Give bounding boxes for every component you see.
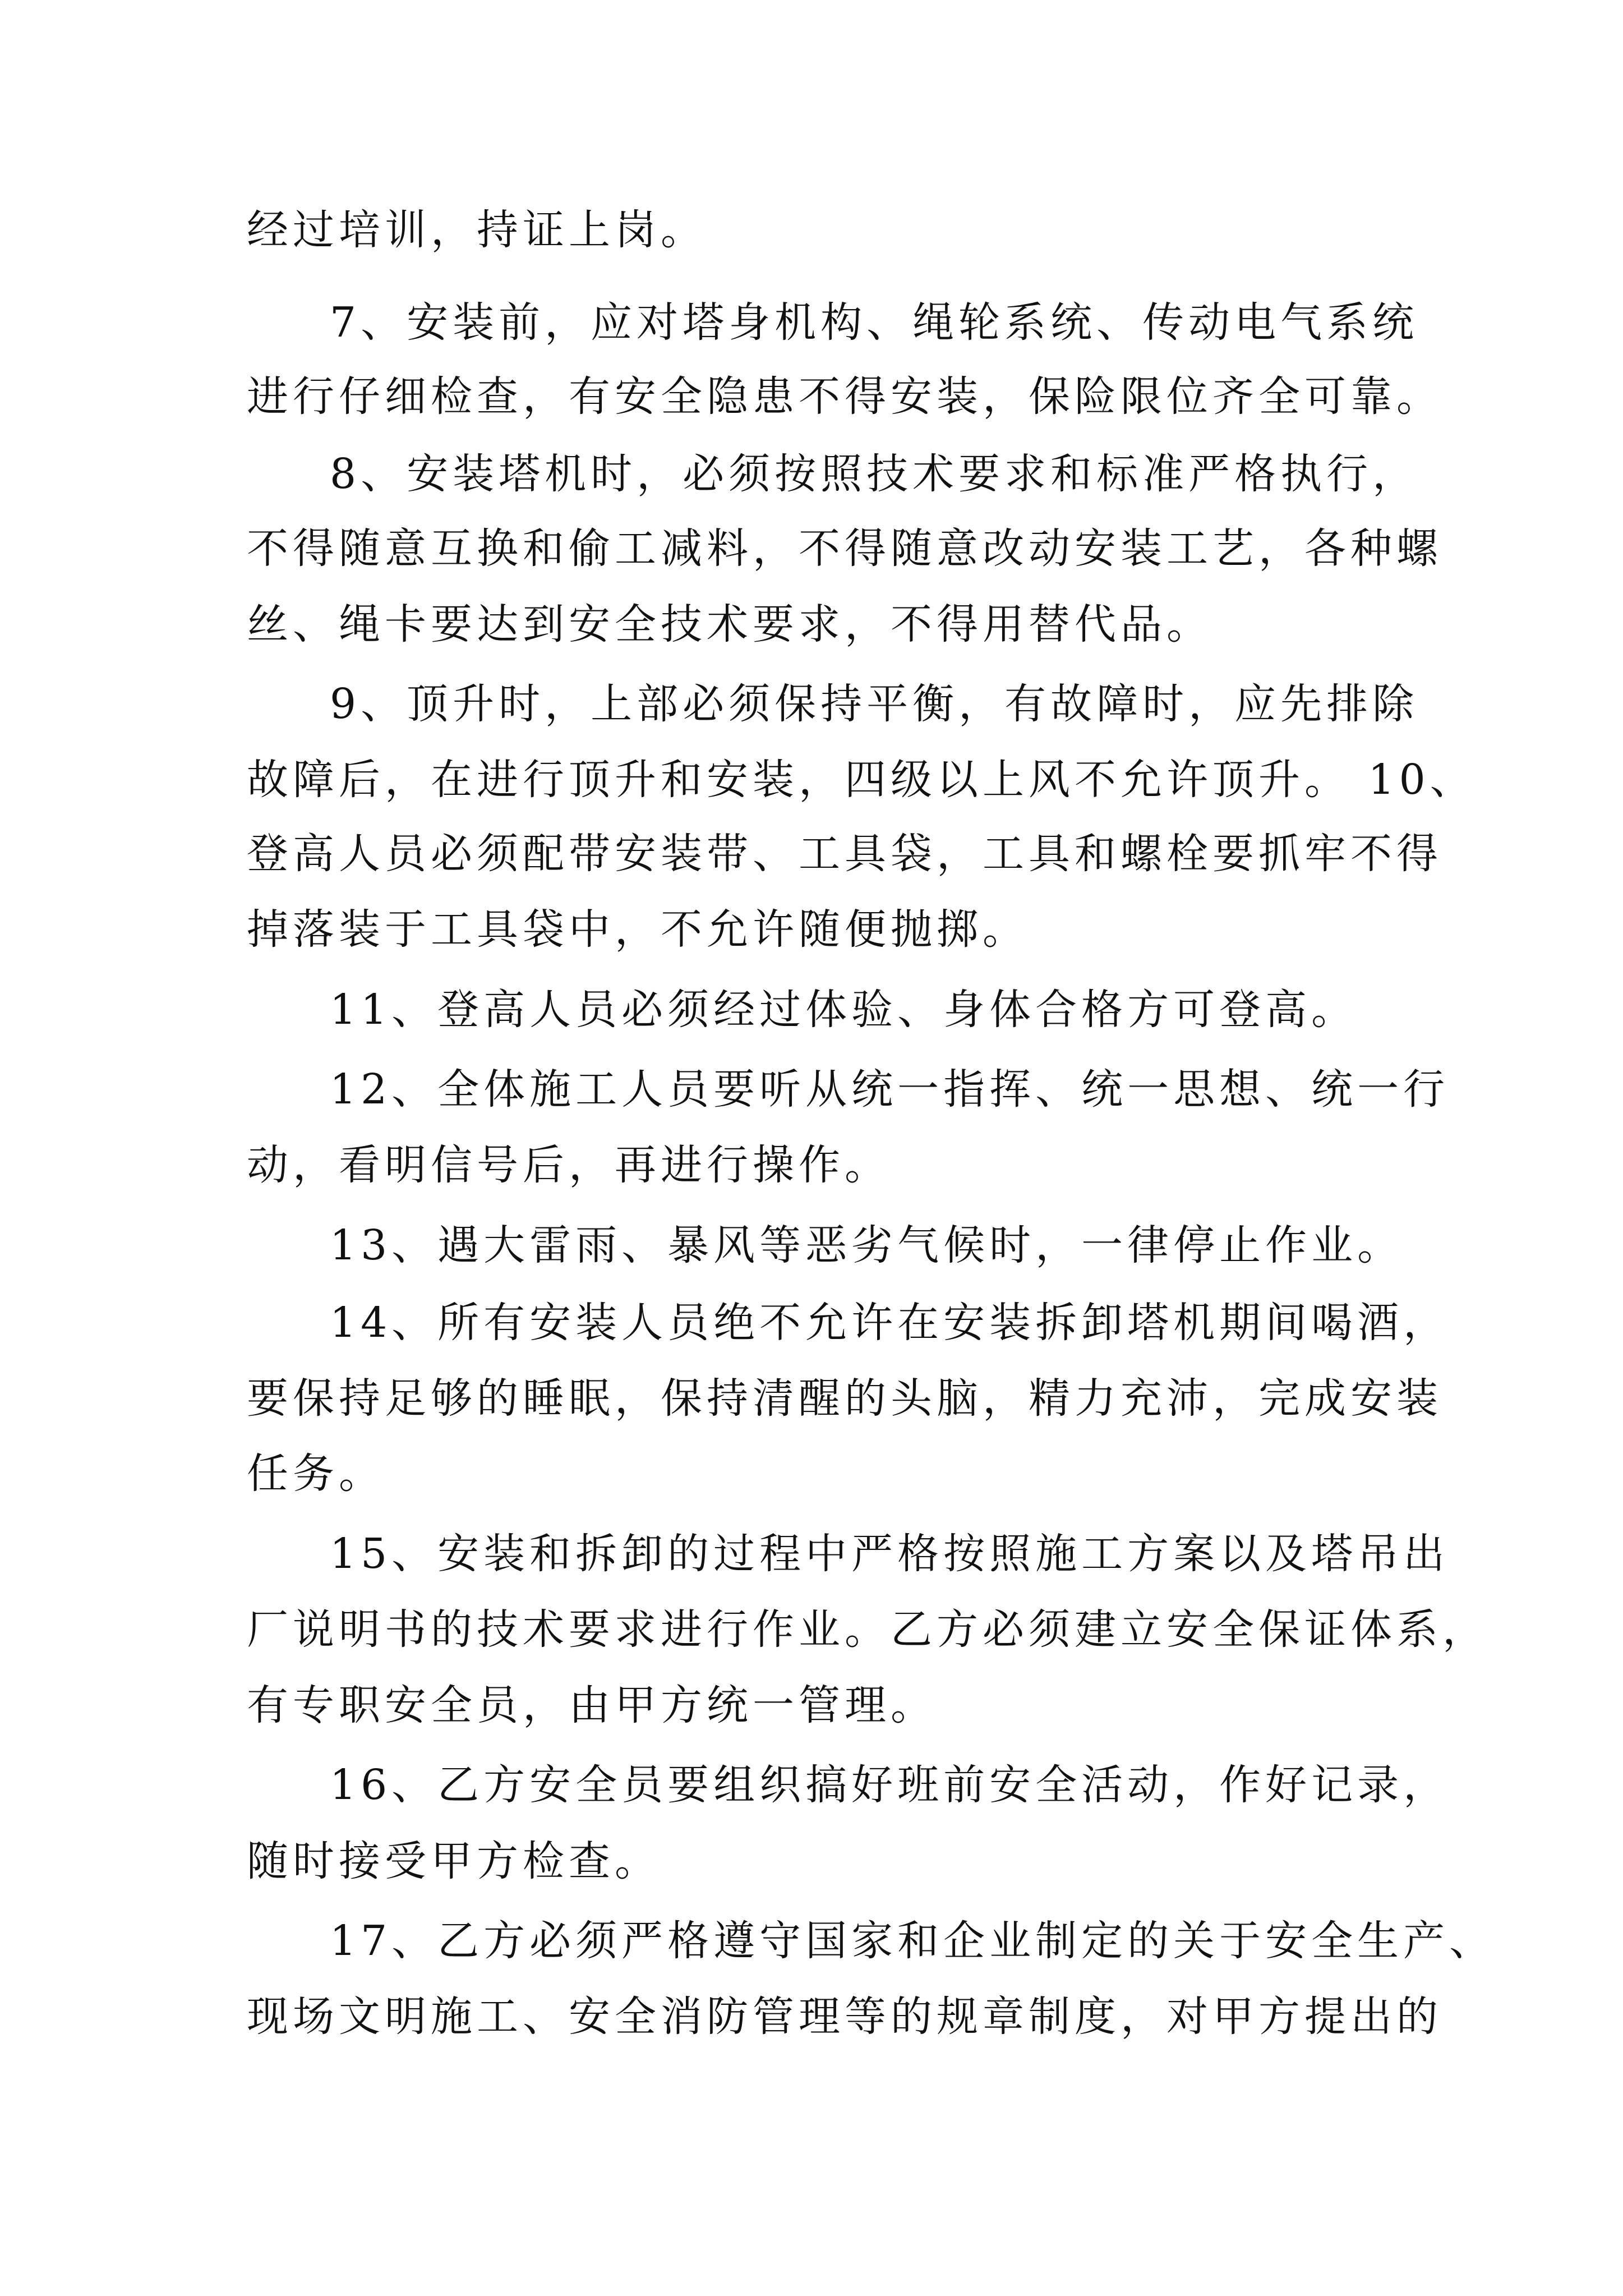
- text-line-22: 随时接受甲方检查。: [247, 1837, 661, 1885]
- text-line-9: 登高人员必须配带安装带、工具袋，工具和螺栓要抓牢不得: [247, 830, 1442, 878]
- text-line-4: 8、安装塔机时，必须按照技术要求和标准严格执行，: [330, 450, 1419, 498]
- text-line-19: 厂说明书的技术要求进行作业。乙方必须建立安全保证体系，: [247, 1605, 1488, 1654]
- text-line-16: 要保持足够的睡眠，保持清醒的头脑，精力充沛，完成安装: [247, 1374, 1442, 1423]
- text-line-3: 进行仔细检查，有安全隐患不得安装，保险限位齐全可靠。: [247, 372, 1442, 421]
- text-line-8: 故障后，在进行顶升和安装，四级以上风不允许顶升。 10、: [247, 756, 1476, 804]
- text-line-24: 现场文明施工、安全消防管理等的规章制度，对甲方提出的: [247, 1993, 1442, 2041]
- text-line-18: 15、安装和拆卸的过程中严格按照施工方案以及塔吊出: [330, 1530, 1450, 1578]
- text-line-5: 不得随意互换和偷工减料，不得随意改动安装工艺，各种螺: [247, 524, 1442, 573]
- text-line-20: 有专职安全员，由甲方统一管理。: [247, 1681, 937, 1729]
- text-line-2: 7、安装前，应对塔身机构、绳轮系统、传动电气系统: [330, 298, 1419, 347]
- text-line-10: 掉落装于工具袋中，不允许随便抛掷。: [247, 905, 1029, 954]
- text-line-12: 12、全体施工人员要听从统一指挥、统一思想、统一行: [330, 1065, 1450, 1114]
- text-line-23: 17、乙方必须严格遵守国家和企业制定的关于安全生产、: [330, 1917, 1496, 1965]
- text-line-21: 16、乙方安全员要组织搞好班前安全活动，作好记录，: [330, 1761, 1450, 1809]
- text-line-11: 11、登高人员必须经过体验、身体合格方可登高。: [330, 986, 1358, 1034]
- text-line-15: 14、所有安装人员绝不允许在安装拆卸塔机期间喝酒，: [330, 1299, 1450, 1347]
- text-line-13: 动，看明信号后，再进行操作。: [247, 1141, 891, 1189]
- text-line-17: 任务。: [247, 1450, 385, 1498]
- text-line-7: 9、顶升时，上部必须保持平衡，有故障时，应先排除: [330, 680, 1419, 728]
- text-line-6: 丝、绳卡要达到安全技术要求，不得用替代品。: [247, 600, 1212, 648]
- text-line-14: 13、遇大雷雨、暴风等恶劣气候时，一律停止作业。: [330, 1221, 1404, 1269]
- text-line-1: 经过培训，持证上岗。: [247, 206, 707, 254]
